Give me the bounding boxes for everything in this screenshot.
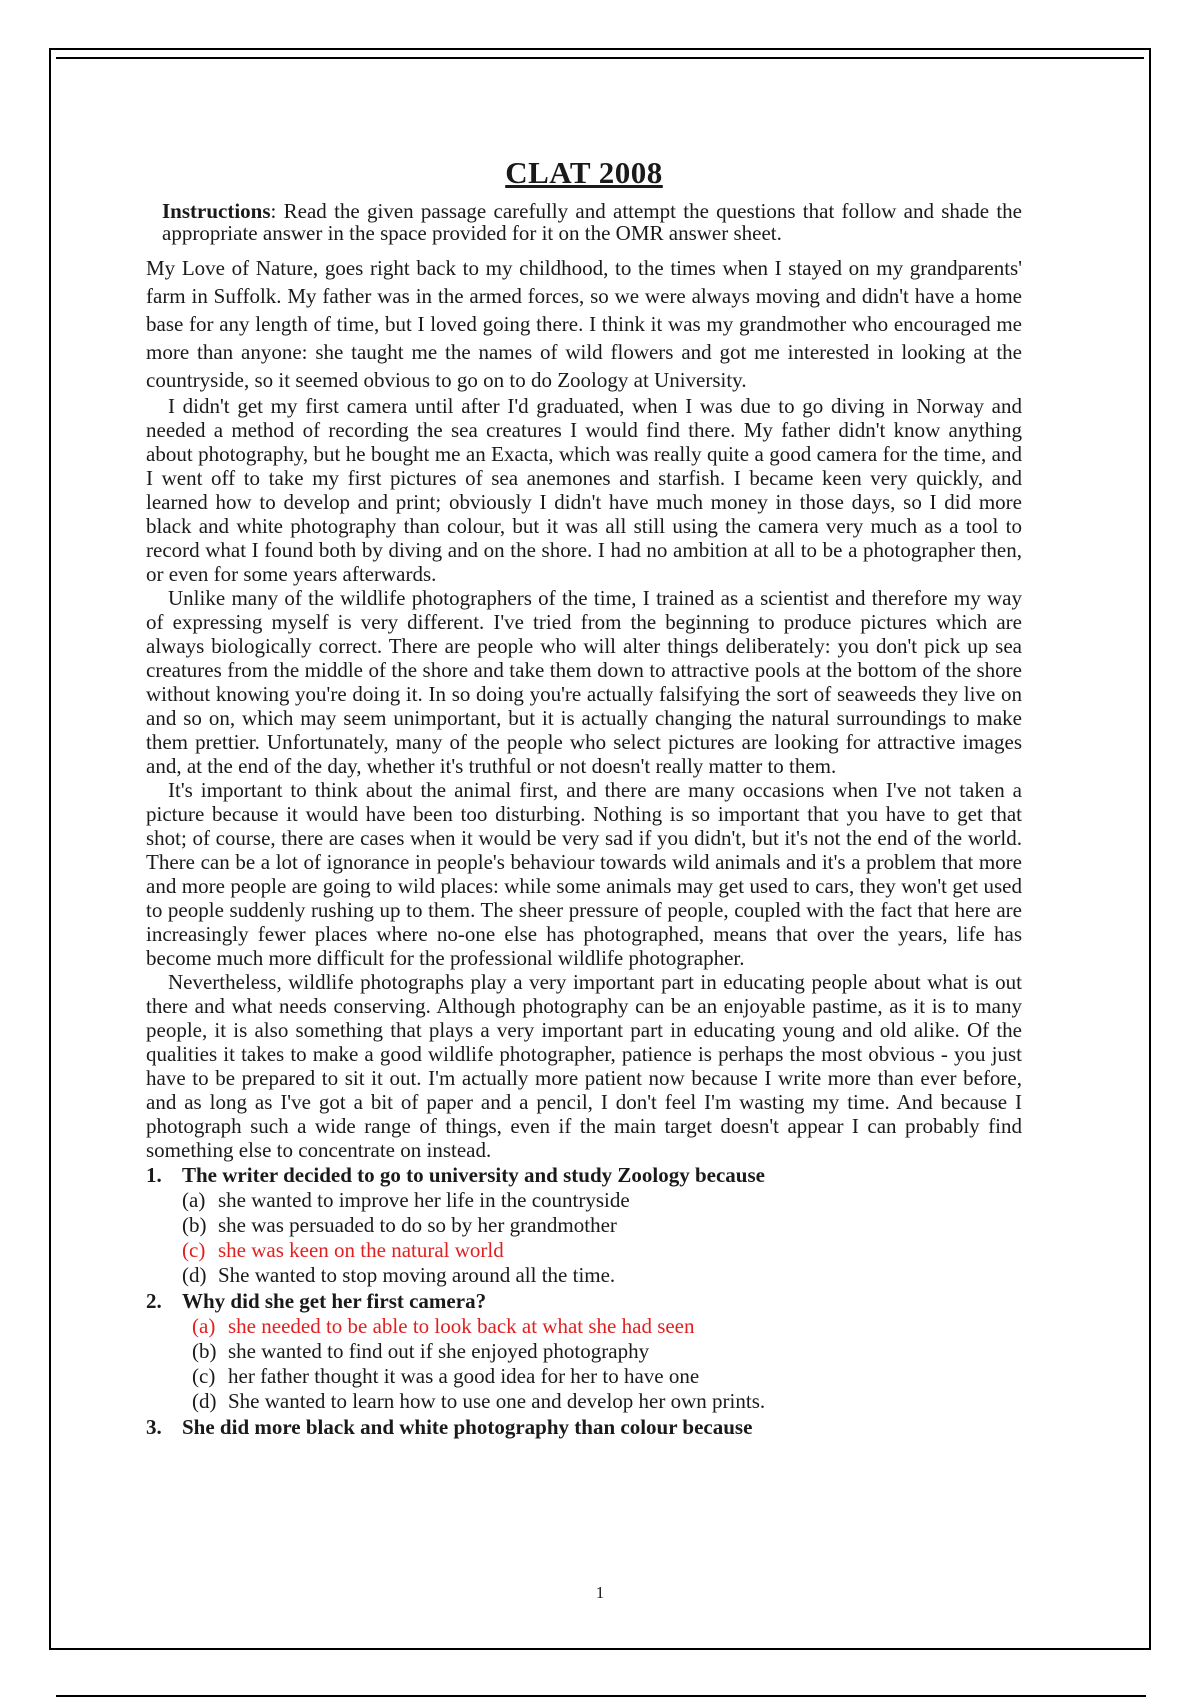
- option-text: she wanted to improve her life in the countryside: [218, 1188, 630, 1213]
- option-letter: (d): [182, 1263, 207, 1288]
- page-title: CLAT 2008: [505, 155, 663, 190]
- q1-option-a: [146, 1188, 1022, 1213]
- question-text: She did more black and white photography than colour because: [182, 1415, 753, 1440]
- document-content: [146, 156, 1022, 1440]
- instructions: [146, 200, 1022, 244]
- page-bottom-rule: [56, 1695, 1146, 1697]
- question-2: [146, 1289, 1022, 1314]
- question-text: Why did she get her first camera?: [182, 1289, 487, 1314]
- option-letter: (c): [182, 1238, 206, 1263]
- q1-option-b: [146, 1213, 1022, 1238]
- option-letter: (a): [182, 1188, 206, 1213]
- option-letter: (d): [192, 1389, 217, 1414]
- passage-paragraph-2: I didn't get my first camera until after I'd graduated, when I was due to go diving in Norway and needed a method of recording the sea creatures I would find there. My father didn't know anything about photography, but he bought me an Exacta, which was really quite a good camera for the time, and I went off to take my first pictures of sea anemones and starfish. I became keen very quickly, and learned how to develop and print; obviously I didn't have much money in those days, so I did more black and white photography than colour, but it was all still using the camera very much as a tool to record what I found both by diving and on the shore. I had no ambition at all to be a photographer then, or even for some years afterwards.: [146, 394, 1022, 587]
- option-text: she was persuaded to do so by her grandmother: [218, 1213, 617, 1238]
- option-letter: (c): [192, 1364, 216, 1389]
- option-text: She wanted to learn how to use one and develop her own prints.: [228, 1389, 766, 1414]
- option-text: she needed to be able to look back at what she had seen: [228, 1314, 695, 1339]
- q2-option-d: [146, 1389, 1022, 1414]
- passage-paragraph-4: It's important to think about the animal first, and there are many occasions when I've not taken a picture because it would have been too disturbing. Nothing is so important that you have to get that shot; of course, there are cases when it would be very sad if you didn't, but it's not the end of the world. There can be a lot of ignorance in people's behaviour towards wild animals and it's a problem that more and more people are going to wild places: while some animals may get used to cars, they won't get used to people suddenly rushing up to them. The sheer pressure of people, coupled with the fact that here are increasingly fewer places where no-one else has photographed, means that over the years, life has become much more difficult for the professional wildlife photographer.: [146, 778, 1022, 971]
- option-letter: (b): [192, 1339, 217, 1364]
- option-text: she was keen on the natural world: [218, 1238, 504, 1263]
- passage-paragraph-5: Nevertheless, wildlife photographs play a very important part in educating people about what is out there and what needs conserving. Although photography can be an enjoyable pastime, as it is to many people, it is also something that plays a very important part in educating young and old alike. Of the qualities it takes to make a good wildlife photographer, patience is perhaps the most obvious - you just have to be prepared to sit it out. I'm actually more patient now because I write more than ever before, and as long as I've got a bit of paper and a pencil, I don't feel I'm wasting my time. And because I photograph such a wide range of things, even if the main target doesn't appear I can probably find something else to concentrate on instead.: [146, 970, 1022, 1163]
- q2-option-b: [146, 1339, 1022, 1364]
- question-number: 3.: [146, 1415, 162, 1440]
- question-text: The writer decided to go to university and study Zoology because: [182, 1163, 765, 1188]
- option-text: her father thought it was a good idea for her to have one: [228, 1364, 700, 1389]
- instructions-text: : Read the given passage carefully and attempt the questions that follow and shade the appropriate answer in the space provided for it on the OMR answer sheet.: [162, 199, 1022, 246]
- question-3: [146, 1415, 1022, 1440]
- page-border-top-rule: [56, 57, 1144, 59]
- option-text: She wanted to stop moving around all the time.: [218, 1263, 616, 1288]
- instructions-label: Instructions: [162, 199, 271, 224]
- question-number: 1.: [146, 1163, 162, 1188]
- passage-paragraph-3: Unlike many of the wildlife photographers of the time, I trained as a scientist and therefore my way of expressing myself is very different. I've tried from the beginning to produce pictures which are always biologically correct. There are people who will alter things deliberately: you don't pick up sea creatures from the middle of the shore and take them down to attractive pools at the bottom of the shore without knowing you're doing it. In so doing you're actually falsifying the sort of seaweeds they live on and so on, which may seem unimportant, but it is actually changing the natural surroundings to make them prettier. Unfortunately, many of the people who select pictures are looking for attractive images and, at the end of the day, whether it's truthful or not doesn't really matter to them.: [146, 586, 1022, 779]
- q1-option-d: [146, 1263, 1022, 1288]
- q2-option-c: [146, 1364, 1022, 1389]
- option-letter: (b): [182, 1213, 207, 1238]
- q1-option-c-answer: [146, 1238, 1022, 1263]
- option-text: she wanted to find out if she enjoyed photography: [228, 1339, 650, 1364]
- question-number: 2.: [146, 1289, 162, 1314]
- question-1: [146, 1163, 1022, 1188]
- page-number: 1: [595, 1583, 605, 1602]
- q2-option-a-answer: [146, 1314, 1022, 1339]
- option-letter: (a): [192, 1314, 216, 1339]
- passage-paragraph-1: My Love of Nature, goes right back to my childhood, to the times when I stayed on my grandparents' farm in Suffolk. My father was in the armed forces, so we were always moving and didn't have a home base for any length of time, but I loved going there. I think it was my grandmother who encouraged me more than anyone: she taught me the names of wild flowers and got me interested in looking at the countryside, so it seemed obvious to go on to do Zoology at University.: [146, 256, 1022, 393]
